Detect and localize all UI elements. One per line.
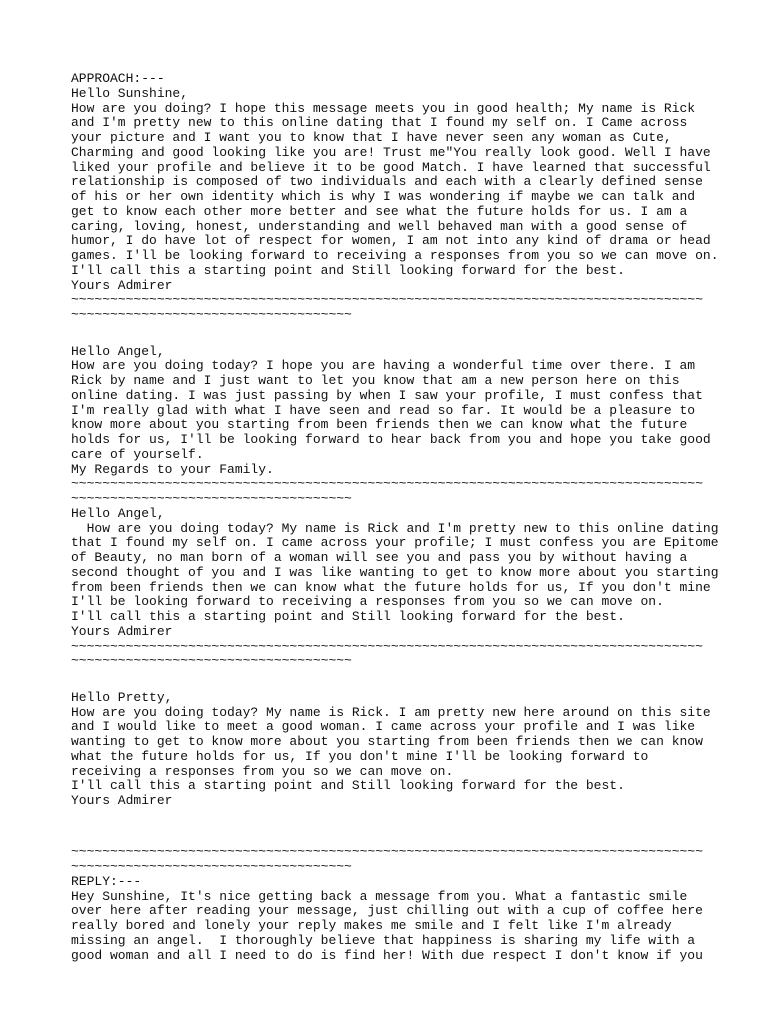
separator-line: ~~~~~~~~~~~~~~~~~~~~~~~~~~~~~~~~~~~~ <box>71 653 352 669</box>
reply-line: missing an angel. I thoroughly believe that happiness is sharing my life with a <box>71 932 696 948</box>
reply-line: Hey Sunshine, It's nice getting back a message from you. What a fantastic smile <box>71 888 688 904</box>
message-line: holds for us, I'll be looking forward to hear back from you and hope you take good <box>71 432 711 447</box>
separator-line: ~~~~~~~~~~~~~~~~~~~~~~~~~~~~~~~~~~~~~~~~~~~~~~~~~~~~~~~~~~~~~~~~~~~~~~~~~~~~~~~~~ <box>71 292 703 308</box>
message-1 <box>71 85 719 294</box>
message-line: and I'm pretty new to this online dating that I found my self on. I Came across <box>71 115 688 131</box>
message-line: games. I'll be looking forward to receiving a responses from you so we can move on. <box>71 248 719 263</box>
message-line: online dating. I was just passing by when I saw your profile, I must confess that <box>71 387 703 403</box>
message-greeting: Hello Sunshine, <box>71 85 189 101</box>
message-line: of his or her own identity which is why I was wondering if maybe we can talk and <box>71 189 696 204</box>
message-signoff: My Regards to your Family. <box>71 461 274 477</box>
message-line: that I found my self on. I came across your profile; I must confess you are Epitome <box>71 535 719 551</box>
reply-line: really bored and lonely your reply makes me smile and I felt like I'm already <box>71 918 672 933</box>
message-3 <box>71 505 719 640</box>
message-line: from been friends then we can know what the future holds for us, If you don't mine <box>71 579 711 595</box>
reply-line: over here after reading your message, just chilling out with a cup of coffee here <box>71 903 703 919</box>
message-line: How are you doing today? My name is Rick and I'm pretty new to this online dating <box>71 520 719 536</box>
separator-line: ~~~~~~~~~~~~~~~~~~~~~~~~~~~~~~~~~~~~ <box>71 859 352 874</box>
message-line: I'll be looking forward to receiving a responses from you so we can move on. <box>71 594 664 610</box>
message-signoff: Yours Admirer <box>71 277 173 293</box>
message-signoff: Yours Admirer <box>71 623 173 639</box>
reply-line: good woman and all I need to do is find her! With due respect I don't know if you <box>71 947 703 963</box>
message-line: caring, loving, honest, understanding and well behaved man with a good sense of <box>71 218 688 234</box>
document-page <box>71 71 719 963</box>
separator-line: ~~~~~~~~~~~~~~~~~~~~~~~~~~~~~~~~~~~~ <box>71 491 352 506</box>
message-line: second thought of you and I was like wanting to get to know more about you starting <box>71 564 719 580</box>
separator-line: ~~~~~~~~~~~~~~~~~~~~~~~~~~~~~~~~~~~~~~~~~~~~~~~~~~~~~~~~~~~~~~~~~~~~~~~~~~~~~~~~~ <box>71 844 703 860</box>
message-line: Rick by name and I just want to let you know that am a new person here on this <box>71 373 680 388</box>
message-line: and I would like to meet a good woman. I came across your profile and I was like <box>71 719 696 735</box>
message-line: I'll call this a starting point and Still looking forward for the best. <box>71 262 625 278</box>
separator-line: ~~~~~~~~~~~~~~~~~~~~~~~~~~~~~~~~~~~~~~~~~~~~~~~~~~~~~~~~~~~~~~~~~~~~~~~~~~~~~~~~~ <box>71 638 703 654</box>
message-2 <box>71 345 711 478</box>
message-line: wanting to get to know more about you starting from been friends then we can know <box>71 734 703 749</box>
message-greeting: Hello Angel, <box>71 343 165 359</box>
message-line: know more about you starting from been friends then we can know what the future <box>71 417 688 433</box>
reply-heading: REPLY:--- <box>71 873 142 889</box>
separator-line: ~~~~~~~~~~~~~~~~~~~~~~~~~~~~~~~~~~~~~~~~~~~~~~~~~~~~~~~~~~~~~~~~~~~~~~~~~~~~~~~~~ <box>71 476 703 492</box>
message-line: your picture and I want you to know that I have never seen any woman as Cute, <box>71 130 672 145</box>
approach-heading: APPROACH:--- <box>71 71 165 86</box>
message-line: care of yourself. <box>71 446 204 462</box>
message-line: I'll call this a starting point and Still looking forward for the best. <box>71 609 625 624</box>
message-line: How are you doing? I hope this message meets you in good health; My name is Rick <box>71 100 696 116</box>
message-line: How are you doing today? I hope you are having a wonderful time over there. I am <box>71 358 696 374</box>
message-line: what the future holds for us, If you don't mine I'll be looking forward to <box>71 748 649 764</box>
message-line: How are you doing today? My name is Rick. I am pretty new here around on this site <box>71 704 711 720</box>
message-signoff: Yours Admirer <box>71 793 173 808</box>
message-line: I'm really glad with what I have seen and read so far. It would be a pleasure to <box>71 402 696 418</box>
message-line: relationship is composed of two individuals and each with a clearly defined sense <box>71 174 703 190</box>
message-line: liked your profile and believe it to be good Match. I have learned that successful <box>71 159 711 175</box>
message-line: receiving a responses from you so we can move on. <box>71 763 454 779</box>
reply-1 <box>71 890 711 964</box>
message-line: of Beauty, no man born of a woman will see you and pass you by without having a <box>71 550 688 565</box>
message-line: I'll call this a starting point and Still looking forward for the best. <box>71 778 625 794</box>
message-line: Charming and good looking like you are! Trust me"You really look good. Well I have <box>71 144 711 160</box>
message-line: humor, I do have lot of respect for women, I am not into any kind of drama or head <box>71 233 711 249</box>
message-greeting: Hello Angel, <box>71 505 165 521</box>
separator-line: ~~~~~~~~~~~~~~~~~~~~~~~~~~~~~~~~~~~~ <box>71 307 352 322</box>
message-line: get to know each other more better and see what the future holds for us. I am a <box>71 203 688 219</box>
message-4 <box>71 691 711 809</box>
message-greeting: Hello Pretty, <box>71 689 173 705</box>
